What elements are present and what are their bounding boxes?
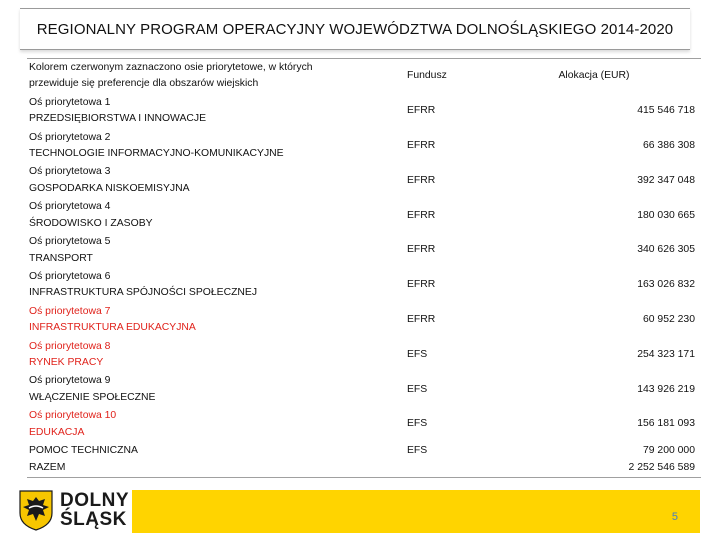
axis-cell xyxy=(27,372,345,407)
fund-cell: EFRR xyxy=(407,209,436,221)
axis-number: Oś priorytetowa 1 xyxy=(29,96,111,108)
axis-number: Oś priorytetowa 5 xyxy=(29,236,111,248)
axis-cell xyxy=(27,338,345,373)
amount-cell: 415 546 718 xyxy=(637,105,695,117)
allocation-table xyxy=(27,59,701,477)
amount-cell: 340 626 305 xyxy=(637,244,695,256)
table-row xyxy=(27,198,701,233)
axis-name: WŁĄCZENIE SPOŁECZNE xyxy=(29,391,156,403)
technical-assistance-row xyxy=(27,442,701,459)
axis-number: Oś priorytetowa 9 xyxy=(29,375,111,387)
total-fund-empty xyxy=(345,460,487,477)
total-label: RAZEM xyxy=(29,462,66,474)
fund-cell: EFS xyxy=(407,348,428,360)
total-amount: 2 252 546 589 xyxy=(628,462,695,474)
axis-number: Oś priorytetowa 6 xyxy=(29,270,111,282)
footer-bar xyxy=(132,490,700,533)
axis-name: ŚRODOWISKO I ZASOBY xyxy=(29,217,153,229)
axis-number: Oś priorytetowa 7 xyxy=(29,305,111,317)
fund-cell: EFS xyxy=(407,444,428,456)
amount-cell: 66 386 308 xyxy=(642,139,695,151)
technical-assistance-label: POMOC TECHNICZNA xyxy=(29,444,138,456)
amount-cell: 60 952 230 xyxy=(642,314,695,325)
axis-name: RYNEK PRACY xyxy=(29,357,104,369)
axis-number: Oś priorytetowa 2 xyxy=(29,131,111,143)
axis-name: EDUKACJA xyxy=(29,426,85,438)
axis-name: TRANSPORT xyxy=(29,252,93,264)
table-row xyxy=(27,407,701,442)
logo-wordmark xyxy=(60,491,129,529)
header-fund: Fundusz xyxy=(407,70,447,82)
axis-cell xyxy=(27,268,345,303)
legend-note xyxy=(27,59,345,94)
axis-number: Oś priorytetowa 8 xyxy=(29,340,111,352)
fund-cell: EFRR xyxy=(407,174,436,186)
slide-title-bar xyxy=(20,8,690,50)
table-row xyxy=(27,233,701,268)
allocation-table-container xyxy=(27,58,701,478)
fund-cell: EFRR xyxy=(407,244,436,256)
table-header-row xyxy=(27,59,701,94)
amount-cell: 156 181 093 xyxy=(637,418,695,430)
amount-cell: 392 347 048 xyxy=(637,174,695,186)
axis-name: GOSPODARKA NISKOEMISYJNA xyxy=(29,182,190,194)
amount-cell: 79 200 000 xyxy=(642,444,695,456)
table-row xyxy=(27,129,701,164)
eagle-crest-icon xyxy=(18,489,54,531)
axis-cell xyxy=(27,407,345,442)
amount-cell: 143 926 219 xyxy=(637,383,695,395)
legend-note-line: przewiduje się preferencje dla obszarów wiejskich xyxy=(29,78,259,90)
axis-cell xyxy=(27,129,345,164)
axis-cell xyxy=(27,94,345,129)
logo-line: DOLNY xyxy=(60,490,129,511)
dolny-slask-logo xyxy=(18,489,133,531)
slide-title: REGIONALNY PROGRAM OPERACYJNY WOJEWÓDZTWA DOLNOŚLĄSKIEGO 2014-2020 xyxy=(36,20,674,38)
fund-cell: EFRR xyxy=(407,105,436,117)
table-row xyxy=(27,372,701,407)
fund-cell: EFS xyxy=(407,383,428,395)
axis-cell xyxy=(27,163,345,198)
amount-cell: 163 026 832 xyxy=(637,279,695,291)
axis-name: PRZEDSIĘBIORSTWA I INNOWACJE xyxy=(29,113,207,125)
axis-cell xyxy=(27,233,345,268)
axis-cell xyxy=(27,198,345,233)
table-row xyxy=(27,303,701,338)
total-row xyxy=(27,460,701,477)
amount-cell: 180 030 665 xyxy=(637,209,695,221)
legend-note-line: Kolorem czerwonym zaznaczono osie priorytetowe, w których xyxy=(29,62,313,73)
axis-name: INFRASTRUKTURA SPÓJNOŚCI SPOŁECZNEJ xyxy=(29,287,258,299)
amount-cell: 254 323 171 xyxy=(637,348,695,360)
fund-cell: EFRR xyxy=(407,139,436,151)
axis-number: Oś priorytetowa 3 xyxy=(29,166,111,178)
axis-number: Oś priorytetowa 10 xyxy=(29,410,117,422)
table-row xyxy=(27,94,701,129)
axis-name: TECHNOLOGIE INFORMACYJNO-KOMUNIKACYJNE xyxy=(29,148,284,160)
fund-cell: EFS xyxy=(407,418,428,430)
page-number: 5 xyxy=(671,511,678,523)
table-row xyxy=(27,163,701,198)
table-row xyxy=(27,268,701,303)
table-row xyxy=(27,338,701,373)
axis-name: INFRASTRUKTURA EDUKACYJNA xyxy=(29,322,196,334)
logo-line: ŚLĄSK xyxy=(60,509,127,530)
fund-cell: EFRR xyxy=(407,279,436,291)
axis-number: Oś priorytetowa 4 xyxy=(29,201,111,213)
header-allocation: Alokacja (EUR) xyxy=(558,70,630,82)
axis-cell xyxy=(27,303,345,338)
fund-cell: EFRR xyxy=(407,314,436,325)
